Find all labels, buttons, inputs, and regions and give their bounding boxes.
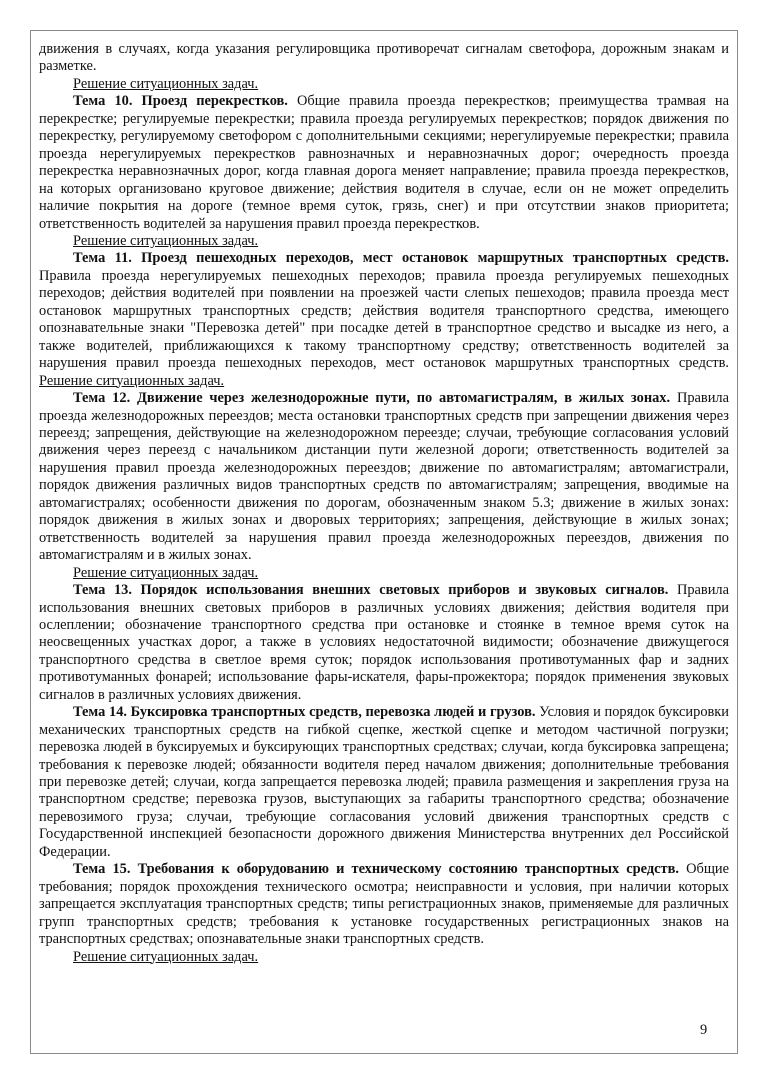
topic-12	[39, 390, 729, 565]
topic-body: Правила использования внешних световых приборов в различных условиях движения; действия водителя при ослеплении; обозначение транспортного средства при остановке и стоянке в темное время суток на неосвещенных участках дорог, а также в условиях недостаточной видимости; обозначение движущегося транспортного средства в светлое время суток; порядок использования противотуманных фар и задних противотуманных фонарей; использование фары-искателя, фары-прожектора; порядок применения звуковых сигналов в различных условиях движения.	[39, 582, 729, 703]
topic-heading: Тема 14. Буксировка транспортных средств, перевозка людей и грузов.	[73, 704, 536, 721]
intro-paragraph: движения в случаях, когда указания регулировщика противоречат сигналам светофора, дорожным знакам и разметке.	[39, 41, 729, 75]
situational-tasks-link: Решение ситуационных задач.	[39, 372, 225, 389]
topic-heading: Тема 12. Движение через железнодорожные пути, по автомагистралям, в жилых зонах.	[73, 390, 671, 407]
topic-body: Правила проезда нерегулируемых пешеходных переходов; правила проезда регулируемых пешеходных переходов; действия водителей при появлении на проезжей части слепых пешеходов; правила проезда мест остановок маршрутных транспортных средств; действия водителя транспортного средства, имеющего опознавательные знаки "Перевозка детей" при посадке детей в транспортное средство и высадке из него, а также водителей, приближающихся к такому транспортному средству; ответственность водителей за нарушения правил проезда пешеходных переходов, мест остановок маршрутных транспортных средств.	[39, 267, 729, 372]
topic-body: Общие правила проезда перекрестков; преимущества трамвая на перекрестке; регулируемые перекрестки; правила проезда регулируемых перекрестков; порядок движения по перекрестку, регулируемому светофором с дополнительными секциями; нерегулируемые перекрестки; правила проезда нерегулируемых перекрестков равнозначных и неравнозначных дорог; очередность проезда перекрестка неравнозначных дорог, когда главная дорога меняет направление; правила проезда перекрестков, на которых организовано круговое движение; действия водителя в случае, если он не может определить наличие покрытия на дороге (темное время суток, грязь, снег) и при отсутствии знаков приоритета; ответственность водителей за нарушения правил проезда перекрестков.	[39, 93, 730, 232]
topic-heading: Тема 13. Порядок использования внешних световых приборов и звуковых сигналов.	[73, 582, 669, 599]
topic-15	[39, 861, 729, 948]
topic-heading: Тема 11. Проезд пешеходных переходов, мест остановок маршрутных транспортных средств.	[73, 250, 729, 267]
situational-tasks-link: Решение ситуационных задач.	[73, 232, 259, 249]
topic-heading: Тема 15. Требования к оборудованию и техническому состоянию транспортных средств.	[73, 861, 679, 878]
topic-10	[39, 93, 729, 233]
situational-tasks-link: Решение ситуационных задач.	[73, 564, 259, 581]
topic-body: Правила проезда железнодорожных переездов; места остановки транспортных средств при запрещении движения через переезд; запрещения, действующие на железнодорожном переезде; случаи, требующие согласования условий движения через переезд с начальником дистанции пути железной дороги; ответственность водителей за нарушения правил проезда железнодорожных переездов; движение по автомагистралям; автомагистрали, порядок движения различных видов транспортных средств по автомагистралям; запрещения, вводимые на автомагистралях; особенности движения по дорогам, обозначенным знаком 5.3; движение в жилых зонах: порядок движения в жилых зонах и дворовых территориях; запрещения, действующие в жилых зонах; ответственность водителей за нарушения правил проезда железнодорожных переездов, движения по автомагистралям и в жилых зонах.	[39, 390, 729, 564]
topic-body: Общие требования; порядок прохождения технического осмотра; неисправности и условия, при наличии которых запрещается эксплуатация транспортных средств; типы регистрационных знаков, применяемые для различных групп транспортных средств; требования к установке государственных регистрационных знаков на транспортных средствах; опознавательные знаки транспортных средств.	[39, 861, 730, 948]
topic-heading: Тема 10. Проезд перекрестков.	[73, 93, 288, 110]
situational-tasks-link: Решение ситуационных задач.	[73, 75, 259, 92]
topic-body: Условия и порядок буксировки механических транспортных средств на гибкой сцепке, жесткой сцепке и методом частичной погрузки; перевозка людей в буксируемых и буксирующих транспортных средствах; случаи, когда буксировка запрещена; требования к перевозке людей; обязанности водителя перед началом движения; дополнительные требования при перевозке детей; случаи, когда запрещается перевозка людей; правила размещения и закрепления груза на транспортном средстве; перевозка грузов, выступающих за габариты транспортного средства; обозначение перевозимого груза; случаи, требующие согласования условий движения транспортных средств с Государственной инспекцией безопасности дорожного движения Министерства внутренних дел Российской Федерации.	[39, 704, 729, 860]
page-number: 9	[700, 1022, 708, 1038]
situational-tasks-link: Решение ситуационных задач.	[73, 948, 259, 965]
document-body	[39, 41, 729, 966]
topic-14	[39, 704, 729, 861]
topic-13	[39, 582, 729, 704]
topic-11	[39, 250, 729, 390]
